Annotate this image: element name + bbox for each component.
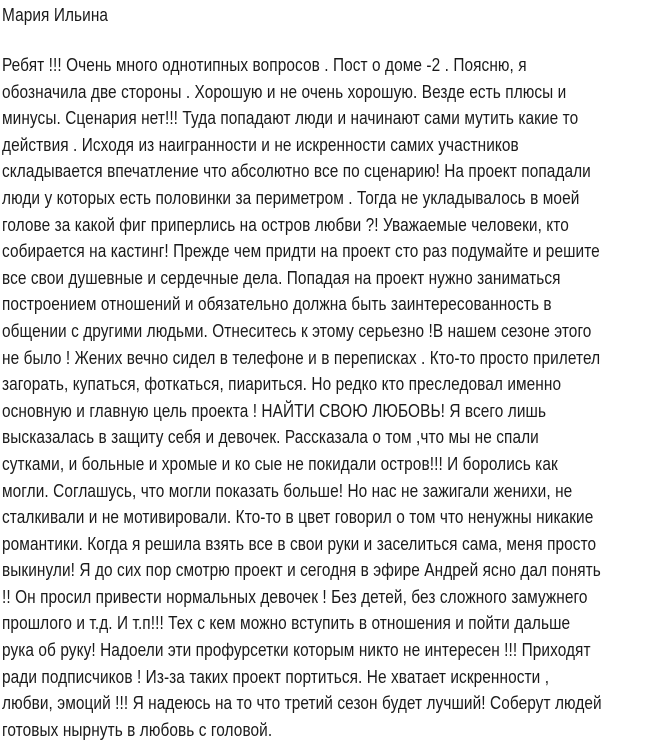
post-text-line: общении с другими людьми. Отнеситесь к этому серьезно !В нашем сезоне этого [2, 320, 592, 341]
post-text-line: выкинули! Я до сих пор смотрю проект и сегодня в эфире Андрей ясно дал понять [2, 560, 601, 581]
post-text-line: Ребят !!! Очень много однотипных вопросов . Пост о доме -2 . Поясню, я [2, 55, 527, 75]
post-text-line: минусы. Сценария нет!!! Туда попадают люди и начинают сами мутить какие то [2, 108, 579, 129]
post-text-line: все свои душевные и сердечные дела. Попадая на проект нужно заниматься [2, 267, 561, 288]
post-text-line: собирается на кастинг! Прежде чем придти на проект сто раз подумайте и решите [2, 241, 600, 262]
post-text-line: готовых нырнуть в любовь с головой. [2, 719, 273, 740]
post-text-line: романтики. Когда я решила взять все в свои руки и заселиться сама, меня просто [2, 533, 597, 554]
post-text-line: ради подписчиков ! Из-за таких проект портиться. Не хватает искренности , [2, 666, 550, 687]
author-name: Мария Ильина [2, 5, 109, 25]
post-text-line: построением отношений и обязательно должна быть заинтересованность в [2, 294, 552, 315]
post-text-line: загорать, купаться, фоткаться, пиариться. Но редко кто преследовал именно [2, 374, 562, 395]
post-text-line: складывается впечатление что абсолютно все по сценарию! На проект попадали [2, 161, 591, 182]
post-text-line: рука об руку! Надоели эти профурсетки которым никто не интересен !!! Приходят [2, 640, 591, 661]
post-text-line: любви, эмоций !!! Я надеюсь на то что третий сезон будет лучший! Соберут людей [2, 693, 602, 714]
post-body [2, 52, 669, 743]
post-text-line: сутками, и больные и хромые и ко сые не покидали остров!!! И боролись как [2, 453, 558, 474]
post-text-line: люди у которых есть половинки за периметром . Тогда не укладывалось в моей [2, 187, 580, 208]
post-text-line: высказалась в защиту себя и девочек. Рассказала о том ,что мы не спали [2, 427, 539, 448]
post-text-line: сталкивали и не мотивировали. Кто-то в цвет говорил о том что ненужны никакие [2, 507, 594, 528]
post-text-line: прошлого и т.д. И т.п!!! Тех с кем можно вступить в отношения и пойти дальше [2, 613, 571, 634]
post-text-line: голове за какой фиг приперлись на остров любви ?! Уважаемые человеки, кто [2, 214, 569, 235]
post [2, 0, 669, 743]
post-text-line: !! Он просил привести нормальных девочек ! Без детей, без сложного замужнего [2, 586, 588, 607]
post-text-line: могли. Соглашусь, что могли показать больше! Но нас не зажигали женихи, не [2, 480, 573, 501]
post-text-line: основную и главную цель проекта ! НАЙТИ СВОЮ ЛЮБОВЬ! Я всего лишь [2, 400, 547, 421]
post-text-line: обозначила две стороны . Хорошую и не очень хорошую. Везде есть плюсы и [2, 81, 567, 102]
post-text-line: не было ! Жених вечно сидел в телефоне и в переписках . Кто-то просто прилетел [2, 347, 601, 368]
post-text-line: действия . Исходя из наигранности и не искренности самих участников [2, 134, 519, 155]
